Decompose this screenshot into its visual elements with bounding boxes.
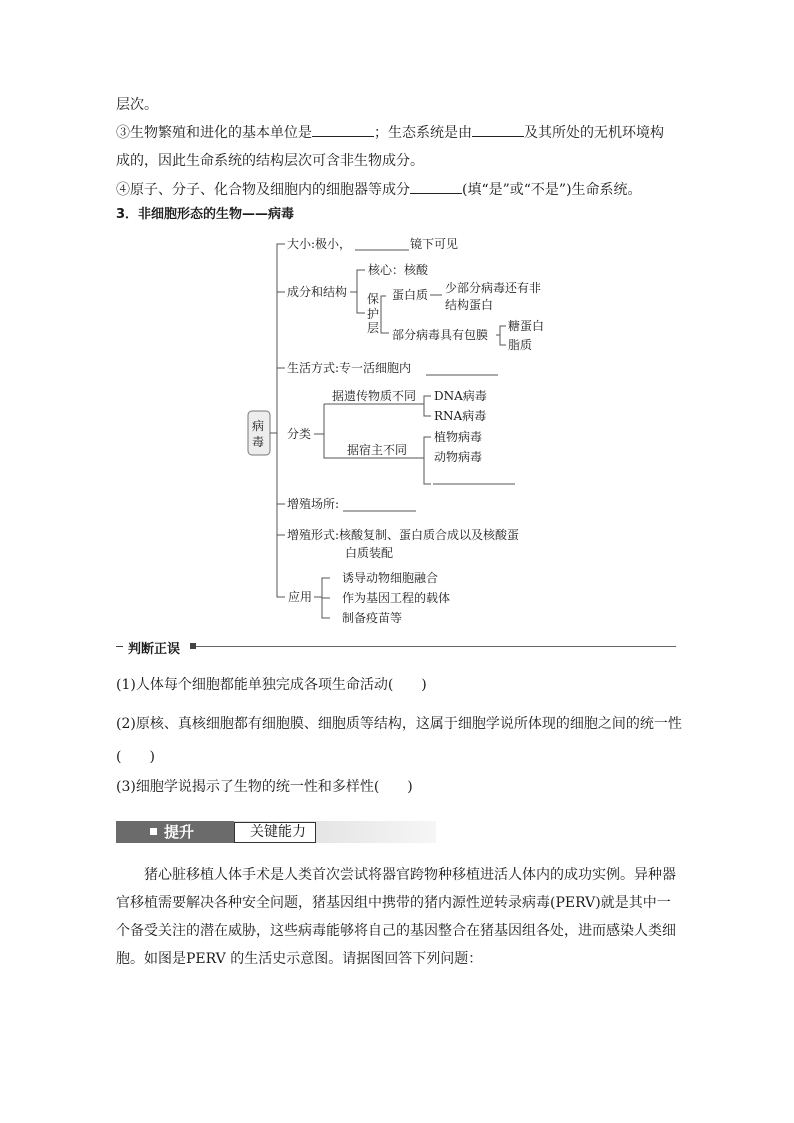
protect-3: 层 [367, 321, 380, 335]
size-suffix: 镜下可见 [410, 237, 459, 251]
app-2: 作为基因工程的载体 [342, 591, 451, 605]
passage-paragraph: 猪心脏移植人体手术是人类首次尝试将器官跨物种移植进活人体内的成功实例。异种器官移植需要解决各种安全问题，猪基因组中携带的猪内源性逆转录病毒(PERV)就是其中一个备受关注的潜在威胁，这些病毒能够将自己的基因整合在猪基因组各处，进而感染人类细胞。如图是PERV 的生活史示意图。请据图回答下列问题： [116, 867, 676, 967]
text-3c: 及其所处的无机环境构 [524, 125, 664, 141]
banner-label-1: 提升 [164, 823, 195, 841]
dna-virus: DNA病毒 [434, 389, 487, 403]
core-label: 核心：核酸 [368, 263, 429, 277]
animal-virus: 动物病毒 [434, 450, 483, 464]
protein-label: 蛋白质 [392, 288, 429, 302]
judge-divider-right [190, 646, 676, 647]
by-genetic-label: 据遗传物质不同 [332, 389, 417, 403]
judge-q1: (1)人体每个细胞都能单独完成各项生命活动( ) [116, 677, 427, 693]
text-line-3-cont: 成的，因此生命系统的结构层次可含非生物成分。 [116, 153, 424, 169]
classify-label: 分类 [287, 427, 312, 441]
rna-virus: RNA病毒 [434, 409, 487, 423]
judge-q2: (2)原核、真核细胞都有细胞膜、细胞质等结构，这属于细胞学说所体现的细胞之间的统一性 [116, 716, 682, 732]
by-host-label: 据宿主不同 [347, 443, 408, 457]
text-3a: ③生物繁殖和进化的基本单位是 [116, 125, 312, 141]
lifestyle-label: 生活方式:专一活细胞内 [287, 361, 412, 375]
judge-q3: (3)细胞学说揭示了生物的统一性和多样性( ) [116, 779, 413, 795]
text-4b: (填“是”或“不是”)生命系统。 [462, 182, 642, 198]
plant-virus: 植物病毒 [434, 430, 483, 444]
protein-note-1: 少部分病毒还有非 [445, 281, 542, 295]
text-4a: ④原子、分子、化合物及细胞内的细胞器等成分 [116, 182, 410, 198]
form-label-1: 增殖形式:核酸复制、蛋白质合成以及核酸蛋 [287, 528, 520, 542]
lipid: 脂质 [508, 338, 533, 352]
site-label: 增殖场所: [287, 497, 340, 511]
protect-1: 保 [367, 292, 380, 306]
protect-2: 护 [367, 307, 380, 321]
judge-q2-paren: ( ) [116, 749, 155, 765]
root-char-1: 病 [252, 419, 265, 433]
composition-label: 成分和结构 [287, 285, 348, 299]
application-label: 应用 [288, 590, 313, 604]
app-1: 诱导动物细胞融合 [342, 571, 439, 585]
judge-bullet [190, 643, 196, 649]
text-line-1: 层次。 [116, 97, 158, 113]
section-banner [116, 821, 436, 843]
judge-title: 判断正误 [128, 642, 181, 657]
text-3b: ；生态系统是由 [374, 125, 472, 141]
glycoprotein: 糖蛋白 [508, 319, 545, 333]
protein-note-2: 结构蛋白 [445, 298, 494, 312]
root-char-2: 毒 [252, 435, 265, 449]
envelope-label: 部分病毒具有包膜 [392, 328, 489, 342]
banner-label-2: 关键能力 [250, 824, 306, 840]
form-label-2: 白质装配 [345, 546, 394, 560]
section-3-heading: 3．非细胞形态的生物——病毒 [116, 207, 295, 222]
banner-square-icon [150, 828, 157, 835]
judge-divider-left [116, 646, 123, 647]
app-3: 制备疫苗等 [342, 611, 403, 625]
size-label: 大小:极小， [287, 237, 352, 251]
